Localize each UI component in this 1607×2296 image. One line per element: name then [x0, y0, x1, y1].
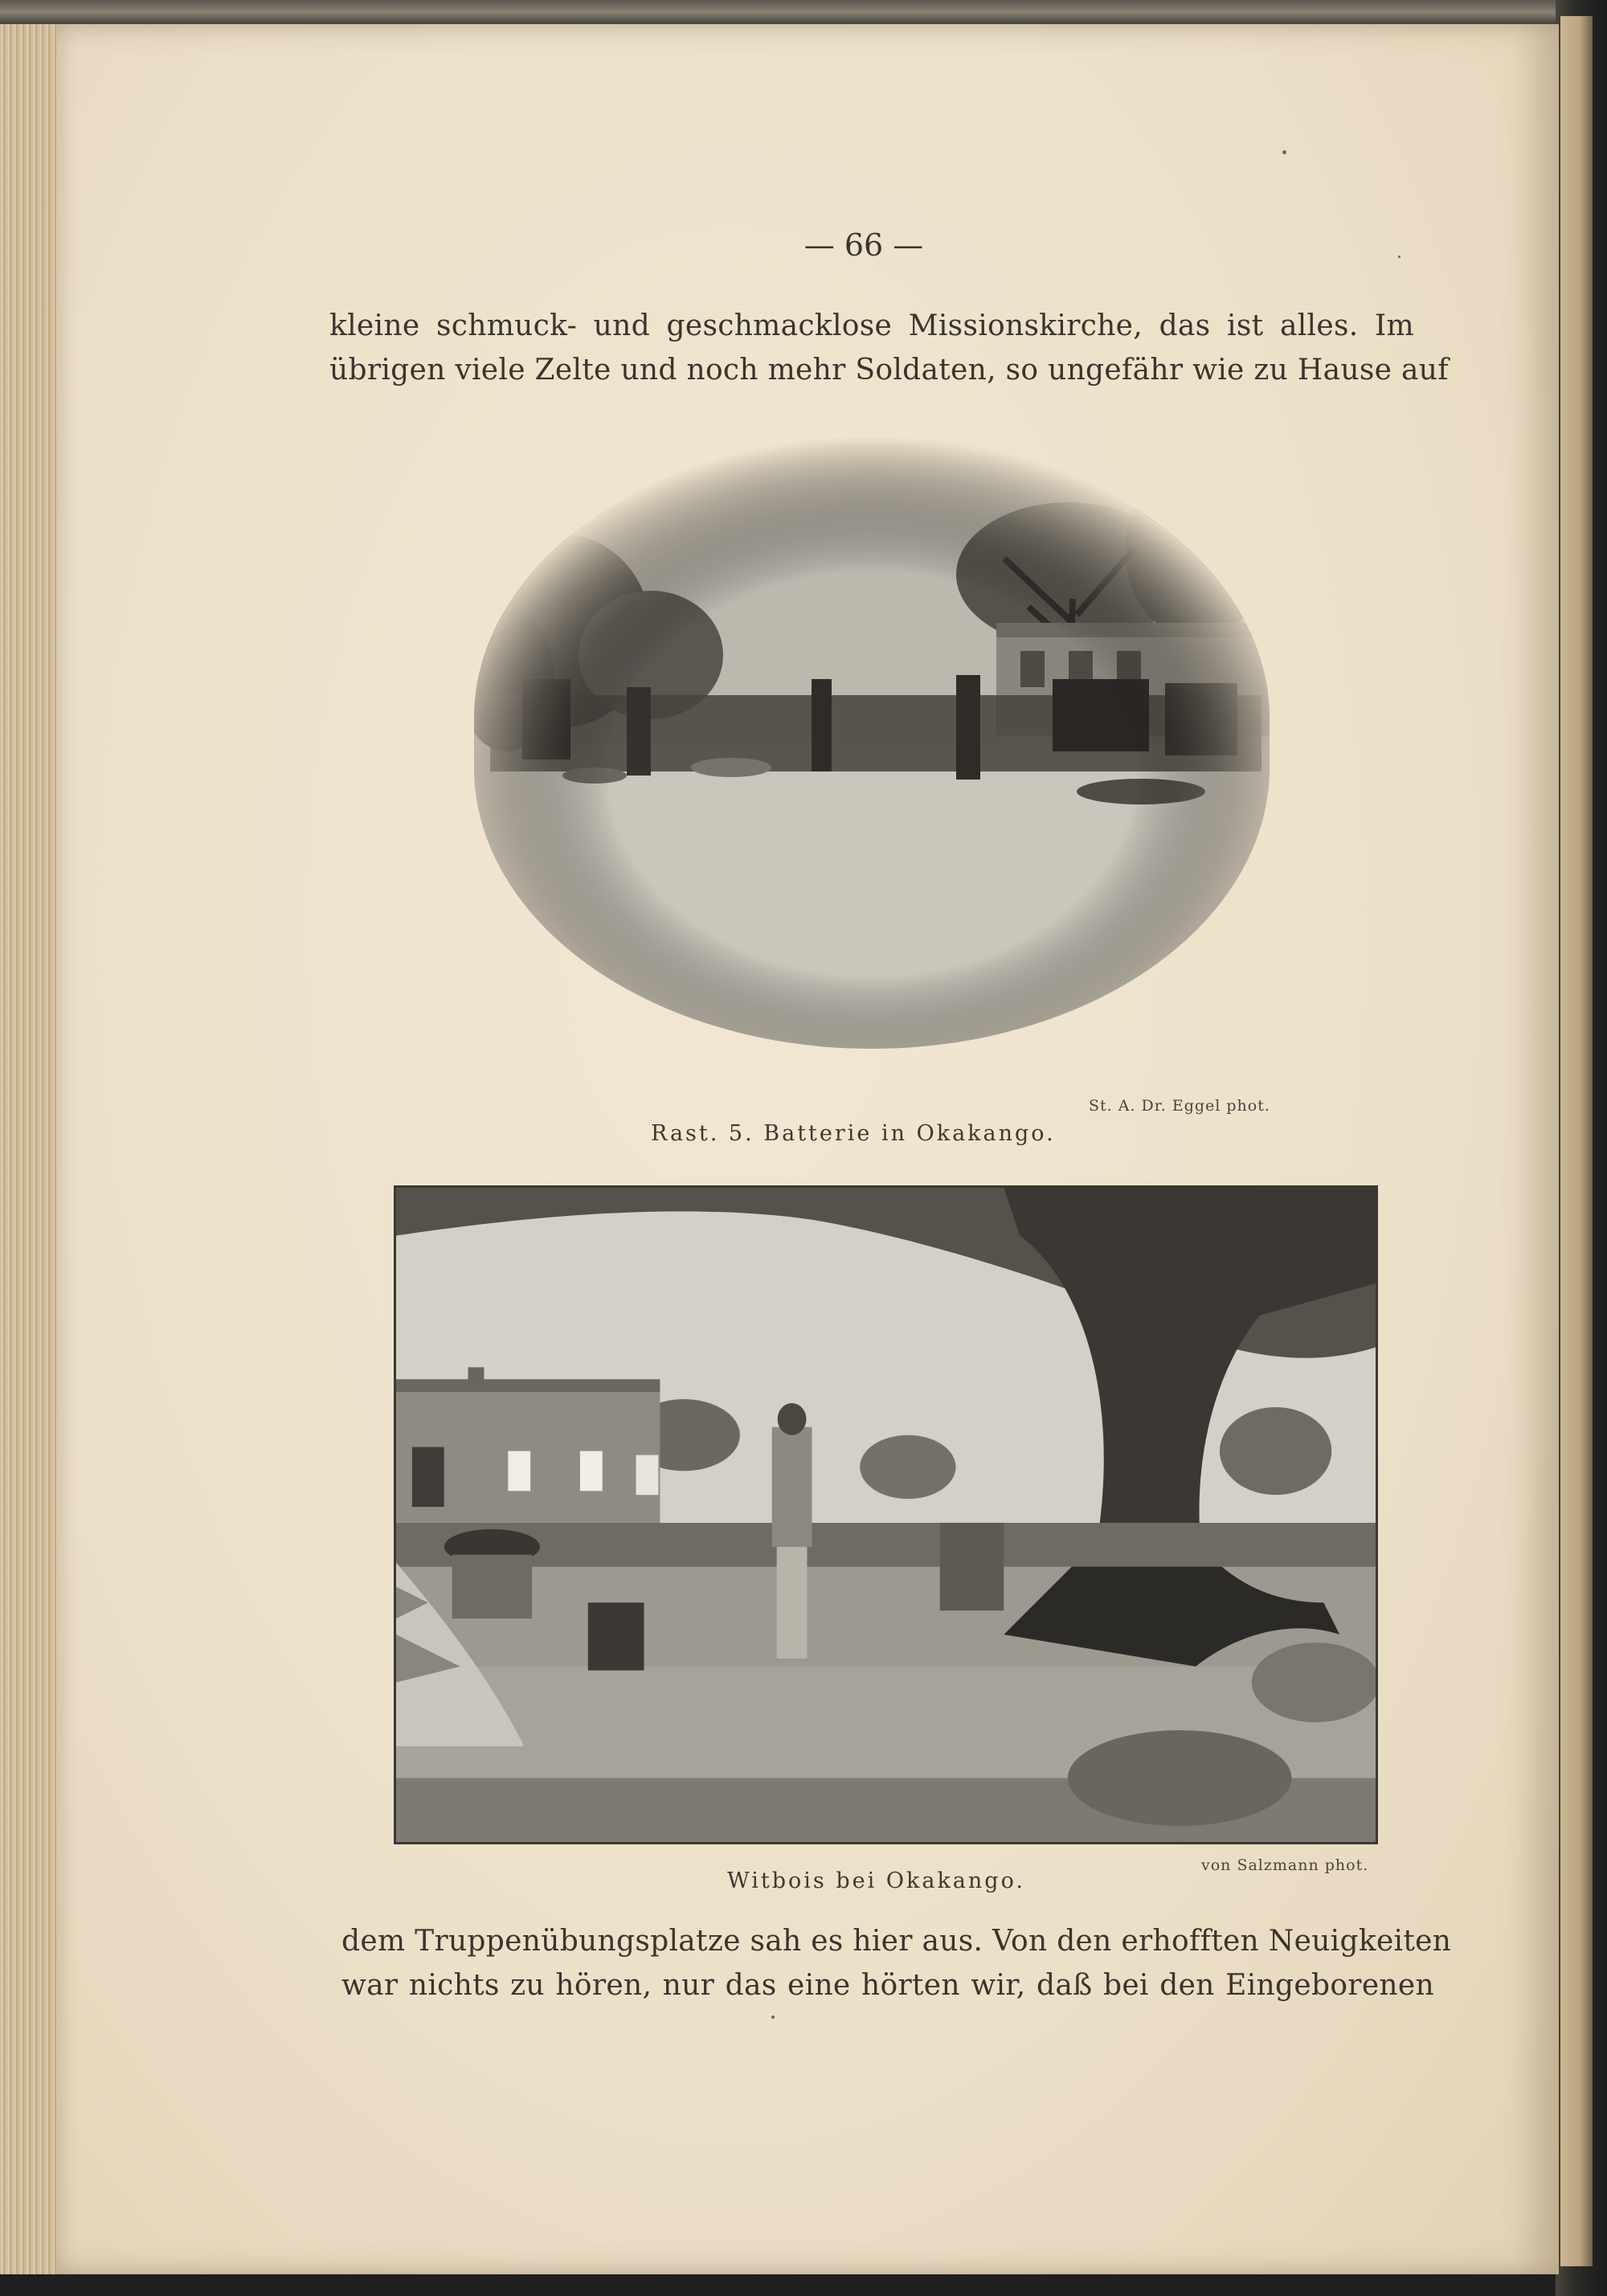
- photo-witbois-image: [396, 1188, 1376, 1842]
- body-text-line: dem Truppenübungsplatze sah es hier aus. Von den erhofften Neuigkeiten: [341, 1925, 1452, 1958]
- next-page-edge: [1560, 16, 1593, 2266]
- paper-speck: [771, 2016, 775, 2019]
- body-text-line: übrigen viele Zelte und noch mehr Soldaten, so ungefähr wie zu Hause auf: [329, 354, 1449, 387]
- photo-caption: Witbois bei Okakango.: [727, 1868, 1025, 1893]
- photo-credit: St. A. Dr. Eggel phot.: [1089, 1097, 1270, 1115]
- photo-rast-batterie: [474, 438, 1270, 1049]
- page-number: — 66 —: [804, 227, 924, 263]
- body-text-line: war nichts zu hören, nur das eine hörten wir, daß bei den Eingeborenen: [341, 1969, 1434, 2002]
- photo-caption: Rast. 5. Batterie in Okakango.: [651, 1121, 1056, 1146]
- photo-credit: von Salzmann phot.: [1201, 1856, 1369, 1874]
- page-stack-edge: [0, 24, 64, 2274]
- photo-witbois: [394, 1185, 1378, 1844]
- paper-speck: [1282, 150, 1286, 154]
- paper-speck: [1398, 256, 1401, 258]
- photo-rast-batterie-image: [474, 438, 1270, 1049]
- body-text-line: kleine schmuck- und geschmacklose Missionskirche, das ist alles. Im: [329, 309, 1414, 342]
